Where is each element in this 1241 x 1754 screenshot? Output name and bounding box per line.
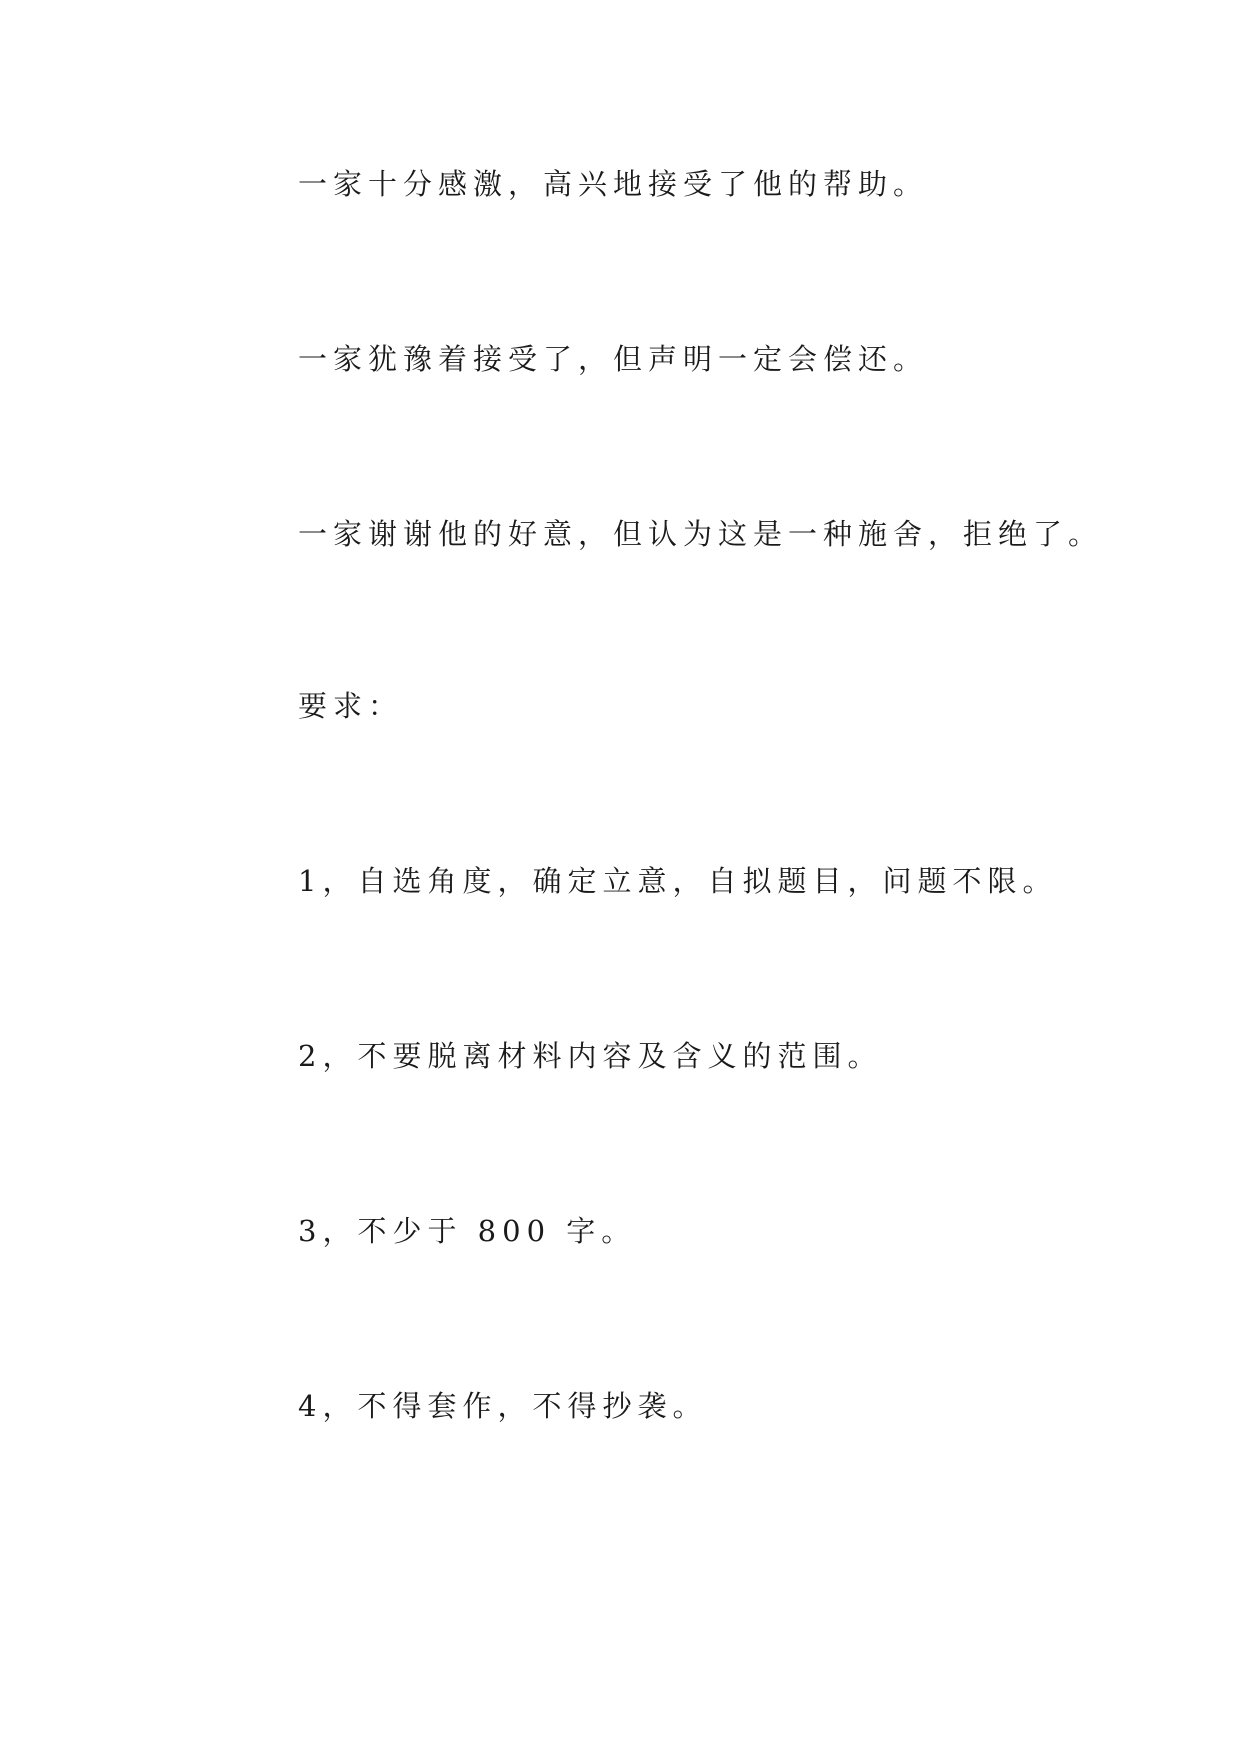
requirement-item-3: 3，不少于 800 字。 xyxy=(298,1214,637,1248)
paragraph-family-hesitant: 一家犹豫着接受了，但声明一定会偿还。 xyxy=(298,342,929,376)
paragraph-family-refused: 一家谢谢他的好意，但认为这是一种施舍，拒绝了。 xyxy=(298,517,1104,551)
requirements-heading: 要求： xyxy=(298,689,404,723)
requirement-item-1: 1，自选角度，确定立意，自拟题目，问题不限。 xyxy=(298,864,1058,898)
requirement-item-2: 2，不要脱离材料内容及含义的范围。 xyxy=(298,1039,883,1073)
requirement-item-4: 4，不得套作，不得抄袭。 xyxy=(298,1389,708,1423)
paragraph-family-grateful: 一家十分感激，高兴地接受了他的帮助。 xyxy=(298,167,929,201)
